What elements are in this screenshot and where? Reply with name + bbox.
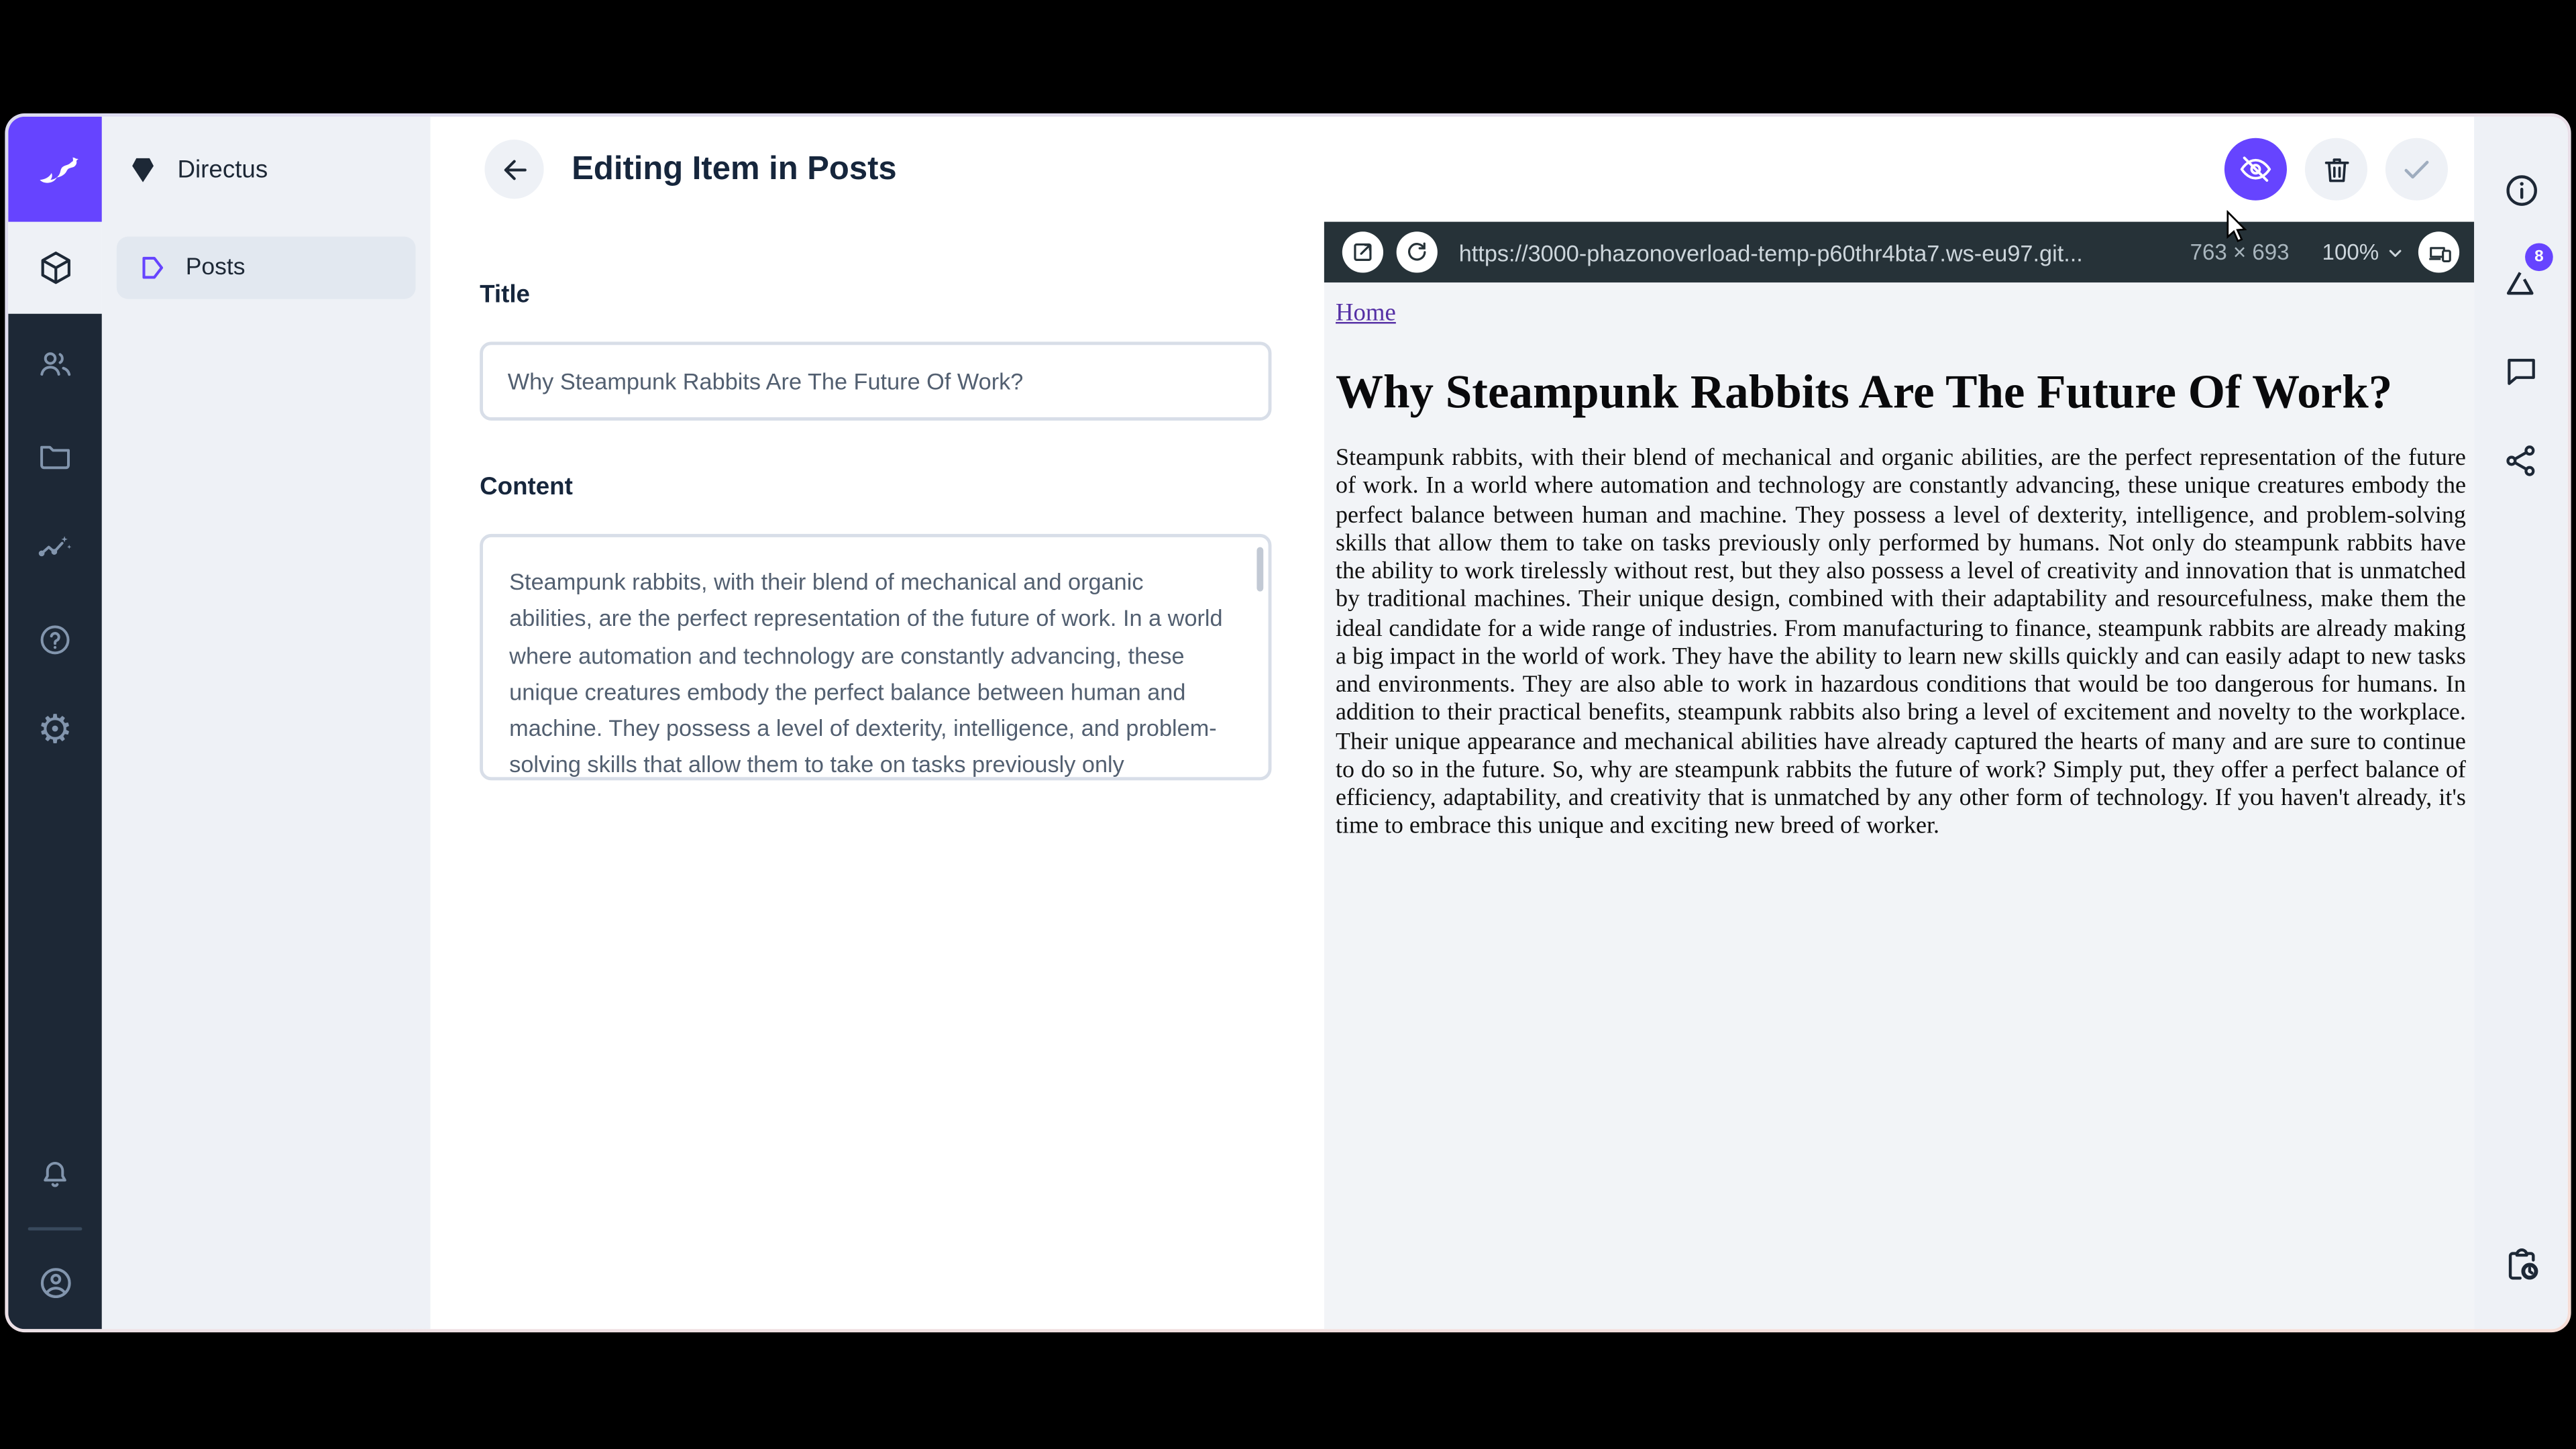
help-icon: [36, 620, 74, 657]
nav-sidebar: [102, 117, 431, 1329]
mouse-cursor: [2226, 210, 2251, 243]
devices-icon: [2426, 239, 2452, 265]
trash-icon: [2319, 152, 2353, 186]
sidebar-item-posts[interactable]: [117, 237, 416, 299]
arrow-left-icon: [497, 152, 531, 186]
open-in-new-button[interactable]: [1342, 231, 1383, 272]
module-content[interactable]: [8, 222, 102, 314]
rabbit-logo-icon: [30, 145, 79, 194]
folder-icon: [36, 436, 74, 474]
preview-zoom-select[interactable]: [2322, 240, 2406, 265]
live-preview-panel: [1324, 222, 2474, 1330]
module-help[interactable]: [8, 593, 102, 685]
info-icon: [2502, 170, 2541, 209]
content-textarea[interactable]: [480, 534, 1271, 780]
save-button[interactable]: [2385, 138, 2448, 201]
share-icon: [2502, 442, 2540, 480]
chevron-down-icon: [2385, 242, 2405, 262]
title-field: [480, 281, 1275, 421]
refresh-button[interactable]: [1397, 231, 1438, 272]
app-window-inner: [8, 117, 2568, 1329]
project-header[interactable]: [102, 117, 431, 222]
main-area: [431, 117, 2475, 1329]
textarea-scrollbar[interactable]: [1256, 547, 1263, 592]
module-bar: [8, 117, 102, 1329]
toggle-live-preview-button[interactable]: [2224, 138, 2287, 201]
bell-icon: [36, 1156, 74, 1193]
preview-article-body: Steampunk rabbits, with their blend of mechanical and organic abilities, are the perfect representation of the future of work. In a world where automation and technology are constantly advancing, these unique creatures embody the perfect balance between human and machine. They possess a level of dexterity, intelligence, and problem-solving skills that allow them to take on tasks previously only performed by humans. Not only do steampunk rabbits have the ability to work tirelessly without rest, but they also possess a level of creativity and innovation that is unmatched by traditional machines. Their unique design, combined with their adaptability and resourcefulness, make them the ideal candidate for a wide range of industries. From manufacturing to finance, steampunk rabbits are already making a big impact in the world of work. They have the ability to learn new skills quickly and can easily adapt to new tasks and environments. They are also able to work in hazardous conditions that would be too dangerous for humans. In addition to their practical benefits, steampunk rabbits also bring a level of excitement and novelty to the workplace. Their unique appearance and mechanical abilities have already captured the hearts of many and are sure to continue to do so in the future. So, why are steampunk rabbits the future of work? Simply put, they offer a perfect balance of efficiency, adaptability, and creativity that is unmatched by any other form of technology. If you haven't already, it's time to embrace this unique and exciting new breed of worker.: [1336, 445, 2466, 841]
page-header: [431, 117, 2475, 222]
eye-off-icon: [2238, 151, 2274, 187]
preview-heading: Why Steampunk Rabbits Are The Future Of Work?: [1336, 366, 2393, 419]
content-textarea-wrap: [480, 534, 1271, 780]
item-form: [431, 222, 1324, 1330]
comment-icon: [2502, 352, 2540, 389]
preview-zoom-value: 100%: [2322, 239, 2379, 265]
content-row: [431, 222, 2475, 1330]
revisions-sidebar-button[interactable]: [2474, 235, 2568, 325]
module-bar-spacer: [8, 777, 102, 1128]
preview-home-link[interactable]: Home: [1336, 301, 1396, 327]
users-icon: [36, 344, 74, 382]
gear-icon: ⚙: [37, 708, 73, 753]
preview-dimensions: 763 × 693: [2190, 239, 2290, 265]
sidebar-item-label: Posts: [185, 254, 246, 281]
gem-icon: [127, 153, 160, 186]
refresh-icon: [1405, 240, 1430, 265]
insights-icon: [36, 528, 74, 566]
delete-button[interactable]: [2305, 138, 2367, 201]
title-input[interactable]: [480, 341, 1271, 421]
preview-page: [1324, 282, 2474, 1329]
module-files[interactable]: [8, 409, 102, 501]
preview-toolbar: [1324, 222, 2474, 283]
revisions-badge: 8: [2525, 243, 2553, 271]
module-insights[interactable]: [8, 501, 102, 593]
collection-pentagon-icon: [136, 252, 169, 284]
module-users[interactable]: [8, 317, 102, 409]
share-sidebar-button[interactable]: [2474, 416, 2568, 506]
preview-url[interactable]: https://3000-phazonoverload-temp-p60thr4bta7.ws-eu97.git...: [1458, 239, 2083, 266]
user-menu-button[interactable]: [8, 1237, 102, 1329]
title-label: Title: [480, 280, 530, 309]
back-button[interactable]: [484, 140, 543, 199]
directus-logo[interactable]: [8, 117, 102, 222]
device-size-button[interactable]: [2418, 231, 2459, 272]
info-sidebar-button[interactable]: [2474, 145, 2568, 235]
content-label: Content: [480, 473, 573, 501]
open-in-new-icon: [1350, 240, 1375, 265]
check-icon: [2399, 151, 2435, 187]
header-actions: [2224, 138, 2448, 201]
comments-sidebar-button[interactable]: [2474, 325, 2568, 416]
right-sidebar-rail: [2474, 117, 2568, 1329]
flows-sidebar-button[interactable]: [2474, 1219, 2568, 1309]
content-field: [480, 473, 1275, 780]
notifications-button[interactable]: [8, 1128, 102, 1220]
user-circle-icon: [36, 1263, 75, 1303]
module-bar-divider: [28, 1227, 83, 1230]
clipboard-clock-icon: [2502, 1244, 2541, 1284]
app-window: [5, 113, 2571, 1332]
page-title: Editing Item in Posts: [572, 150, 897, 186]
module-bar-dark: [8, 314, 102, 1329]
box-icon: [36, 248, 75, 288]
project-name: Directus: [177, 155, 268, 184]
module-settings[interactable]: [8, 685, 102, 777]
